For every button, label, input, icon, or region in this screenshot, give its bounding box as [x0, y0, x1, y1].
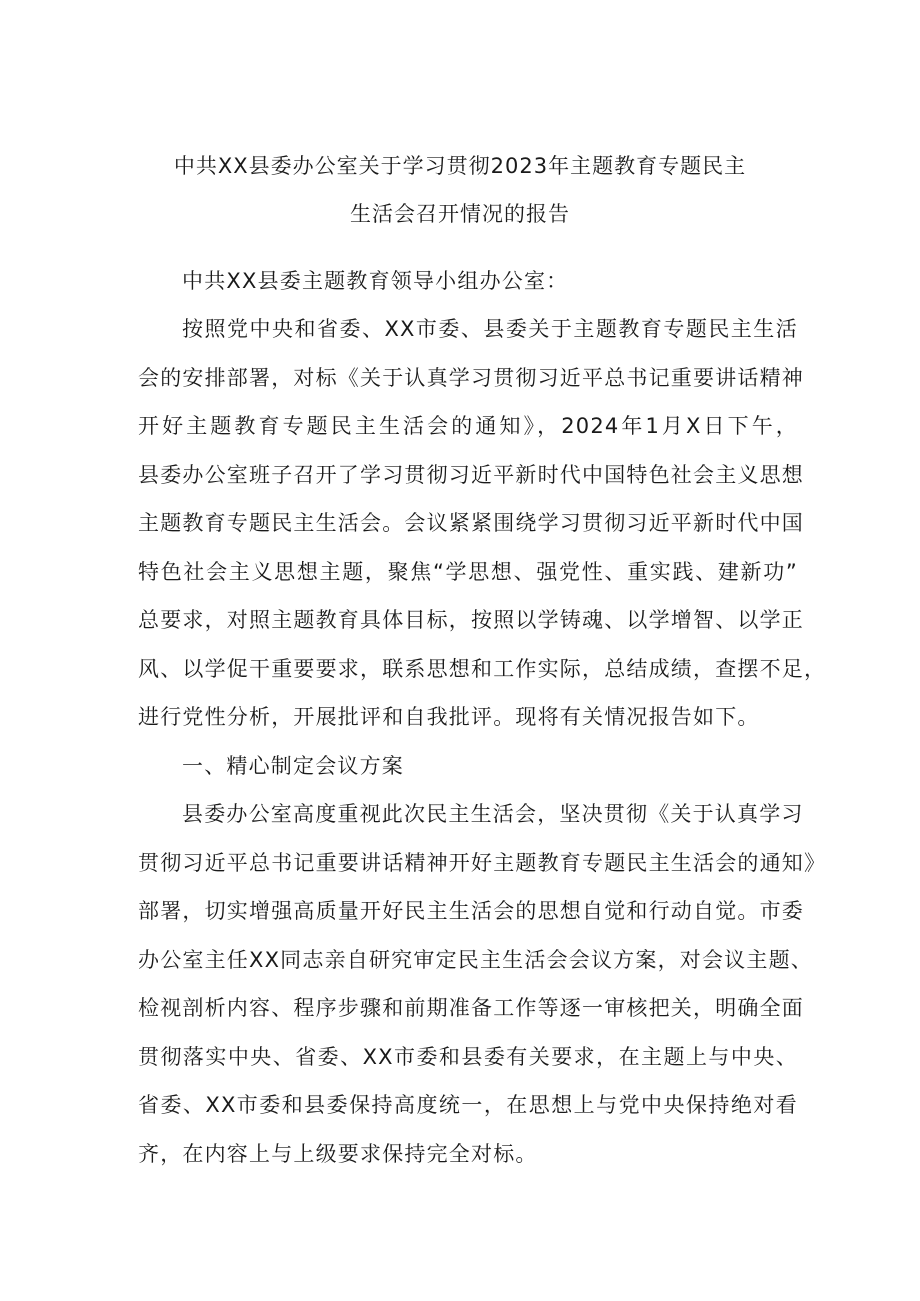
- paragraph-1-line: 开好主题教育专题民主生活会的通知》，2024年1月X日下午，: [138, 414, 798, 438]
- paragraph-2-line: 贯彻落实中央、省委、XX市委和县委有关要求，在主题上与中央、: [138, 1045, 798, 1069]
- paragraph-1-line: 风、以学促干重要要求，联系思想和工作实际，总结成绩，查摆不足，: [138, 657, 827, 681]
- paragraph-2-line: 贯彻习近平总书记重要讲话精神开好主题教育专题民主生活会的通知》: [138, 851, 827, 875]
- paragraph-2-line: 省委、XX市委和县委保持高度统一，在思想上与党中央保持绝对看: [138, 1093, 798, 1117]
- document-title-line-2: 生活会召开情况的报告: [350, 202, 570, 226]
- paragraph-2-line: 县委办公室高度重视此次民主生活会，坚决贯彻《关于认真学习: [182, 802, 804, 826]
- paragraph-1-line: 按照党中央和省委、XX市委、县委关于主题教育专题民主生活: [182, 317, 798, 341]
- salutation: 中共XX县委主题教育领导小组办公室：: [182, 269, 569, 293]
- paragraph-1-line: 特色社会主义思想主题，聚焦“学思想、强党性、重实践、建新功”: [138, 560, 798, 584]
- paragraph-2-line: 办公室主任XX同志亲自研究审定民主生活会会议方案，对会议主题、: [138, 948, 813, 972]
- section-heading: 一、精心制定会议方案: [182, 754, 404, 778]
- paragraph-2-line: 齐，在内容上与上级要求保持完全对标。: [138, 1142, 538, 1166]
- paragraph-1-line: 总要求，对照主题教育具体目标，按照以学铸魂、以学增智、以学正: [138, 608, 804, 632]
- paragraph-1-line: 主题教育专题民主生活会。会议紧紧围绕学习贯彻习近平新时代中国: [138, 511, 804, 535]
- paragraph-2-line: 检视剖析内容、程序步骤和前期准备工作等逐一审核把关，明确全面: [138, 996, 804, 1020]
- paragraph-2-line: 部署，切实增强高质量开好民主生活会的思想自觉和行动自觉。市委: [138, 899, 804, 923]
- paragraph-1-line: 进行党性分析，开展批评和自我批评。现将有关情况报告如下。: [138, 705, 760, 729]
- paragraph-1-line: 会的安排部署，对标《关于认真学习贯彻习近平总书记重要讲话精神: [138, 366, 804, 390]
- paragraph-1-line: 县委办公室班子召开了学习贯彻习近平新时代中国特色社会主义思想: [138, 463, 804, 487]
- document-title-line-1: 中共XX县委办公室关于学习贯彻2023年主题教育专题民主: [173, 154, 747, 178]
